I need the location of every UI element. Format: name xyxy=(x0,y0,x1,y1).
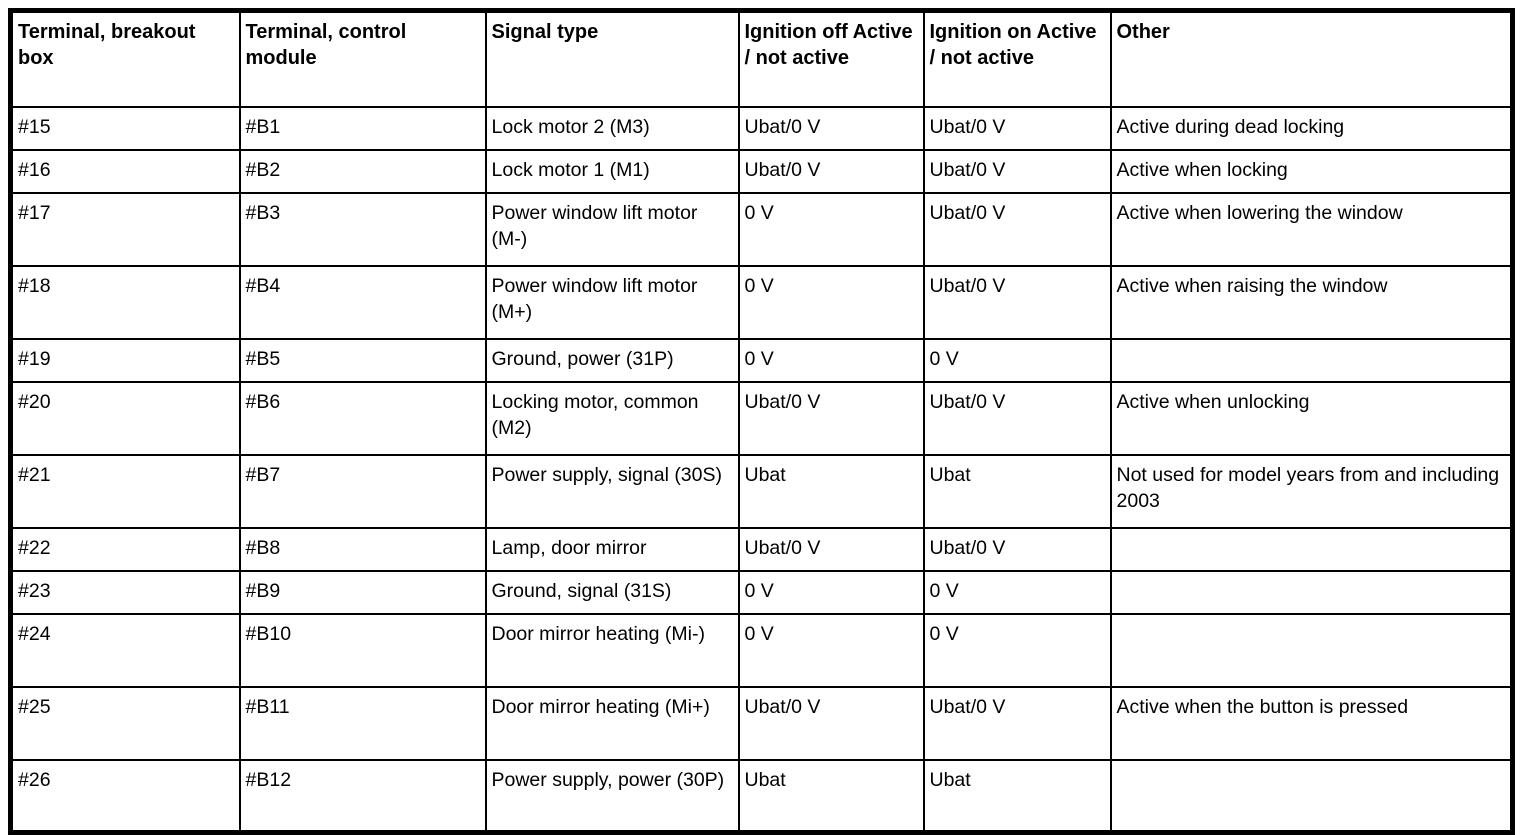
cell-ignition-off: 0 V xyxy=(739,193,924,266)
header-signal-type: Signal type xyxy=(486,11,739,107)
cell-terminal: #21 xyxy=(11,455,240,528)
cell-other: Active when lowering the window xyxy=(1111,193,1513,266)
table-row xyxy=(11,150,1513,193)
cell-other xyxy=(1111,339,1513,382)
table-row xyxy=(11,339,1513,382)
cell-ignition-off: Ubat/0 V xyxy=(739,687,924,760)
cell-module: #B1 xyxy=(240,107,486,150)
cell-signal-type: Lamp, door mirror xyxy=(486,528,739,571)
cell-ignition-off: Ubat xyxy=(739,455,924,528)
cell-signal-type: Door mirror heating (Mi+) xyxy=(486,687,739,760)
cell-other: Active when unlocking xyxy=(1111,382,1513,455)
cell-signal-type: Ground, power (31P) xyxy=(486,339,739,382)
cell-terminal: #22 xyxy=(11,528,240,571)
cell-terminal: #26 xyxy=(11,760,240,833)
cell-module: #B12 xyxy=(240,760,486,833)
cell-signal-type: Locking motor, common (M2) xyxy=(486,382,739,455)
header-terminal-breakout-box: Terminal, breakout box xyxy=(11,11,240,107)
cell-module: #B11 xyxy=(240,687,486,760)
cell-module: #B10 xyxy=(240,614,486,687)
cell-module: #B4 xyxy=(240,266,486,339)
header-other: Other xyxy=(1111,11,1513,107)
cell-other: Active when raising the window xyxy=(1111,266,1513,339)
table-row xyxy=(11,528,1513,571)
cell-terminal: #18 xyxy=(11,266,240,339)
cell-module: #B5 xyxy=(240,339,486,382)
cell-module: #B3 xyxy=(240,193,486,266)
header-ignition-off: Ignition off Active / not active xyxy=(739,11,924,107)
table-row xyxy=(11,266,1513,339)
cell-ignition-off: 0 V xyxy=(739,571,924,614)
cell-ignition-off: Ubat/0 V xyxy=(739,382,924,455)
cell-ignition-off: 0 V xyxy=(739,614,924,687)
cell-module: #B2 xyxy=(240,150,486,193)
cell-other: Not used for model years from and including 2003 xyxy=(1111,455,1513,528)
cell-ignition-on: 0 V xyxy=(924,614,1111,687)
cell-other xyxy=(1111,614,1513,687)
cell-module: #B6 xyxy=(240,382,486,455)
cell-signal-type: Power window lift motor (M-) xyxy=(486,193,739,266)
table-row xyxy=(11,382,1513,455)
cell-terminal: #23 xyxy=(11,571,240,614)
table-row xyxy=(11,193,1513,266)
cell-signal-type: Lock motor 1 (M1) xyxy=(486,150,739,193)
cell-ignition-on: Ubat/0 V xyxy=(924,382,1111,455)
table-row xyxy=(11,687,1513,760)
cell-ignition-off: 0 V xyxy=(739,339,924,382)
cell-terminal: #19 xyxy=(11,339,240,382)
cell-ignition-on: Ubat/0 V xyxy=(924,150,1111,193)
cell-signal-type: Power supply, power (30P) xyxy=(486,760,739,833)
cell-ignition-on: Ubat/0 V xyxy=(924,107,1111,150)
cell-ignition-off: Ubat/0 V xyxy=(739,107,924,150)
cell-ignition-on: Ubat xyxy=(924,455,1111,528)
cell-other xyxy=(1111,571,1513,614)
table-row xyxy=(11,571,1513,614)
cell-signal-type: Door mirror heating (Mi-) xyxy=(486,614,739,687)
table-row xyxy=(11,614,1513,687)
cell-other xyxy=(1111,760,1513,833)
cell-signal-type: Ground, signal (31S) xyxy=(486,571,739,614)
cell-ignition-off: Ubat xyxy=(739,760,924,833)
cell-signal-type: Power supply, signal (30S) xyxy=(486,455,739,528)
table-header-row xyxy=(11,11,1513,107)
header-ignition-on: Ignition on Active / not active xyxy=(924,11,1111,107)
cell-ignition-off: Ubat/0 V xyxy=(739,150,924,193)
cell-terminal: #17 xyxy=(11,193,240,266)
cell-ignition-on: 0 V xyxy=(924,571,1111,614)
cell-terminal: #16 xyxy=(11,150,240,193)
cell-ignition-on: Ubat/0 V xyxy=(924,528,1111,571)
cell-module: #B7 xyxy=(240,455,486,528)
cell-module: #B8 xyxy=(240,528,486,571)
table-row xyxy=(11,107,1513,150)
cell-ignition-on: Ubat xyxy=(924,760,1111,833)
cell-signal-type: Lock motor 2 (M3) xyxy=(486,107,739,150)
terminal-signal-table xyxy=(8,8,1515,835)
cell-other: Active during dead locking xyxy=(1111,107,1513,150)
cell-signal-type: Power window lift motor (M+) xyxy=(486,266,739,339)
cell-ignition-off: Ubat/0 V xyxy=(739,528,924,571)
cell-ignition-on: Ubat/0 V xyxy=(924,687,1111,760)
cell-ignition-on: 0 V xyxy=(924,339,1111,382)
cell-ignition-on: Ubat/0 V xyxy=(924,193,1111,266)
header-terminal-control-module: Terminal, control module xyxy=(240,11,486,107)
cell-terminal: #15 xyxy=(11,107,240,150)
cell-terminal: #24 xyxy=(11,614,240,687)
cell-terminal: #20 xyxy=(11,382,240,455)
cell-terminal: #25 xyxy=(11,687,240,760)
cell-ignition-on: Ubat/0 V xyxy=(924,266,1111,339)
table-row xyxy=(11,760,1513,833)
cell-ignition-off: 0 V xyxy=(739,266,924,339)
cell-other: Active when locking xyxy=(1111,150,1513,193)
table-row xyxy=(11,455,1513,528)
cell-module: #B9 xyxy=(240,571,486,614)
cell-other xyxy=(1111,528,1513,571)
cell-other: Active when the button is pressed xyxy=(1111,687,1513,760)
